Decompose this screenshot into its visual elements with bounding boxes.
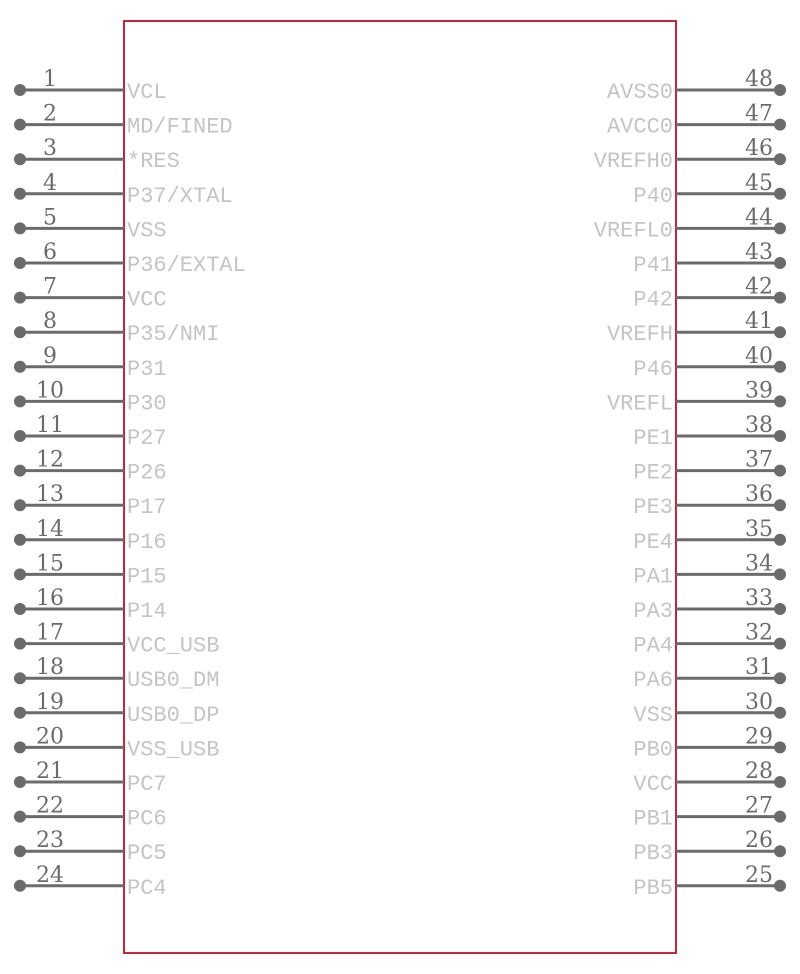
pin-name: PC6 — [127, 806, 167, 832]
pin-name: P26 — [127, 460, 167, 486]
left-pin-8 — [14, 309, 219, 347]
pin-name: P46 — [633, 356, 673, 382]
pin-end-dot — [774, 638, 786, 650]
left-pin-11 — [14, 413, 167, 451]
pin-end-dot — [14, 292, 26, 304]
pin-end-dot — [14, 741, 26, 753]
pin-number: 19 — [36, 689, 64, 715]
right-pin-27 — [633, 794, 786, 832]
pin-end-dot — [14, 568, 26, 580]
pin-end-dot — [774, 534, 786, 546]
pin-name: P16 — [127, 529, 167, 555]
right-pin-33 — [633, 586, 786, 624]
pin-number: 20 — [36, 724, 64, 750]
right-pin-group — [594, 67, 786, 901]
pin-name: PC5 — [127, 841, 167, 867]
pin-name: P41 — [633, 253, 673, 278]
pin-end-dot — [774, 188, 786, 200]
pin-end-dot — [14, 465, 26, 477]
pin-number: 38 — [745, 413, 773, 438]
pin-end-dot — [774, 326, 786, 338]
pin-name: VCC — [127, 287, 167, 313]
pin-end-dot — [774, 741, 786, 753]
pin-name: VSS — [633, 702, 673, 728]
pin-end-dot — [774, 880, 786, 892]
right-pin-36 — [633, 482, 786, 520]
pin-name: P40 — [633, 183, 673, 209]
pin-name: PE3 — [633, 495, 673, 521]
pin-end-dot — [14, 534, 26, 546]
pin-name: VREFH0 — [593, 149, 673, 175]
right-pin-34 — [633, 551, 786, 589]
pin-number: 2 — [43, 101, 57, 127]
pin-number: 11 — [36, 413, 64, 438]
right-pin-25 — [633, 863, 786, 901]
pin-name: PA6 — [633, 668, 673, 694]
pin-number: 16 — [36, 586, 64, 611]
pin-end-dot — [14, 603, 26, 615]
pin-number: 29 — [745, 724, 773, 750]
pin-number: 5 — [43, 205, 57, 231]
pin-end-dot — [14, 188, 26, 200]
pin-name: VSS_USB — [127, 737, 220, 763]
right-pin-48 — [607, 67, 786, 105]
left-pin-5 — [14, 205, 167, 243]
right-pin-37 — [633, 448, 786, 486]
pin-end-dot — [14, 880, 26, 892]
pin-number: 28 — [745, 759, 773, 784]
pin-name: VSS — [127, 218, 167, 244]
pin-end-dot — [14, 395, 26, 407]
right-pin-31 — [633, 655, 786, 693]
pin-number: 32 — [745, 620, 773, 646]
pin-number: 21 — [36, 759, 64, 784]
pin-number: 12 — [36, 447, 64, 473]
left-pin-20 — [14, 724, 219, 762]
left-pin-15 — [14, 551, 167, 589]
pin-number: 18 — [36, 655, 64, 681]
pin-name: P30 — [127, 391, 167, 417]
pin-name: USB0_DP — [127, 702, 220, 728]
pin-number: 47 — [745, 101, 773, 127]
pin-name: AVCC0 — [606, 114, 673, 140]
pin-number: 45 — [745, 170, 773, 196]
right-pin-32 — [633, 621, 786, 659]
pin-name: P27 — [127, 426, 167, 451]
pin-name: VREFL0 — [593, 218, 673, 244]
pin-end-dot — [774, 603, 786, 615]
pin-number: 24 — [36, 862, 64, 888]
right-pin-47 — [607, 102, 786, 140]
pin-end-dot — [14, 499, 26, 511]
pin-name: PB1 — [633, 806, 673, 832]
left-pin-6 — [14, 240, 246, 278]
pin-end-dot — [14, 361, 26, 373]
right-pin-40 — [633, 344, 786, 382]
pin-name: P31 — [127, 356, 167, 382]
pin-number: 23 — [36, 828, 64, 854]
pin-name: PA1 — [633, 564, 673, 590]
left-pin-12 — [14, 448, 167, 486]
pin-end-dot — [774, 153, 786, 165]
right-pin-38 — [633, 413, 786, 451]
pin-number: 36 — [745, 482, 773, 508]
pin-name: PA3 — [633, 599, 673, 624]
pin-end-dot — [14, 707, 26, 719]
right-pin-26 — [633, 828, 786, 866]
pin-number: 15 — [36, 551, 64, 577]
pin-end-dot — [774, 776, 786, 788]
pin-name: USB0_DM — [127, 668, 220, 694]
pin-name: P17 — [127, 495, 167, 521]
pin-number: 17 — [36, 620, 64, 646]
left-pin-16 — [14, 586, 167, 624]
pin-name: PC7 — [127, 772, 167, 797]
pin-name: VCC_USB — [127, 633, 220, 659]
pin-number: 43 — [745, 240, 773, 265]
pin-number: 13 — [36, 482, 64, 508]
pin-end-dot — [14, 153, 26, 165]
pin-end-dot — [774, 395, 786, 407]
pin-number: 9 — [43, 343, 57, 369]
pin-name: P15 — [127, 564, 167, 590]
pin-end-dot — [774, 119, 786, 131]
pin-number: 25 — [745, 862, 773, 888]
right-pin-44 — [594, 205, 786, 243]
pin-name: PE2 — [633, 460, 673, 486]
pin-end-dot — [774, 257, 786, 269]
pin-number: 33 — [745, 586, 773, 611]
pin-number: 26 — [745, 828, 773, 854]
pin-number: 42 — [745, 274, 773, 300]
pin-end-dot — [774, 499, 786, 511]
pin-end-dot — [14, 119, 26, 131]
left-pin-19 — [14, 690, 219, 728]
right-pin-43 — [633, 240, 786, 278]
left-pin-21 — [14, 759, 167, 797]
pin-name: VCC — [633, 772, 673, 797]
pin-end-dot — [14, 84, 26, 96]
pin-end-dot — [774, 465, 786, 477]
pin-end-dot — [774, 430, 786, 442]
pin-name: VCL — [127, 80, 167, 105]
pin-end-dot — [774, 707, 786, 719]
right-pin-28 — [633, 759, 786, 797]
left-pin-10 — [14, 378, 167, 416]
pin-number: 40 — [745, 343, 773, 369]
left-pin-9 — [14, 344, 167, 382]
left-pin-18 — [14, 655, 219, 693]
pin-name: P36/EXTAL — [127, 253, 246, 278]
pin-number: 41 — [745, 309, 773, 335]
pin-end-dot — [14, 776, 26, 788]
pin-end-dot — [14, 222, 26, 234]
right-pin-30 — [633, 690, 786, 728]
pin-name: PA4 — [633, 633, 673, 659]
pin-number: 1 — [43, 67, 57, 92]
right-pin-35 — [633, 517, 786, 555]
left-pin-1 — [14, 67, 167, 105]
pin-number: 10 — [36, 378, 64, 404]
pin-name: PB0 — [633, 737, 673, 763]
right-pin-39 — [607, 378, 786, 416]
pin-end-dot — [774, 361, 786, 373]
left-pin-23 — [14, 828, 167, 866]
pin-number: 35 — [745, 516, 773, 542]
pin-end-dot — [14, 672, 26, 684]
right-pin-41 — [607, 309, 786, 347]
pin-end-dot — [774, 568, 786, 580]
pin-number: 39 — [745, 378, 773, 404]
pin-number: 3 — [43, 136, 57, 162]
pin-name: MD/FINED — [127, 114, 233, 140]
pin-end-dot — [774, 292, 786, 304]
pin-number: 4 — [43, 170, 57, 196]
pin-name: PE4 — [633, 529, 673, 555]
pin-end-dot — [14, 845, 26, 857]
pin-name: P42 — [633, 287, 673, 313]
pin-name: PB3 — [633, 841, 673, 867]
left-pin-24 — [14, 863, 167, 901]
pin-number: 44 — [745, 205, 773, 231]
pin-end-dot — [14, 257, 26, 269]
pin-number: 14 — [36, 516, 64, 542]
left-pin-13 — [14, 482, 167, 520]
pin-number: 22 — [36, 793, 64, 819]
right-pin-46 — [594, 136, 786, 174]
pin-end-dot — [14, 638, 26, 650]
right-pin-29 — [633, 724, 786, 762]
pin-name: VREFH — [606, 322, 673, 348]
pin-name: *RES — [127, 149, 180, 175]
pin-end-dot — [774, 222, 786, 234]
right-pin-45 — [633, 171, 786, 209]
left-pin-14 — [14, 517, 167, 555]
pin-name: PC4 — [127, 875, 167, 901]
pin-number: 27 — [745, 793, 773, 819]
pin-name: P35/NMI — [127, 322, 220, 348]
pin-name: PB5 — [633, 875, 673, 901]
pin-name: AVSS0 — [606, 80, 673, 105]
pin-number: 7 — [43, 274, 57, 300]
left-pin-3 — [14, 136, 180, 174]
pin-end-dot — [774, 845, 786, 857]
pin-number: 30 — [745, 689, 773, 715]
pin-number: 46 — [745, 136, 773, 162]
left-pin-22 — [14, 794, 167, 832]
pin-number: 48 — [745, 67, 773, 92]
pin-end-dot — [774, 84, 786, 96]
pin-name: PE1 — [633, 426, 673, 451]
right-pin-42 — [633, 275, 786, 313]
left-pin-17 — [14, 621, 219, 659]
pin-number: 37 — [745, 447, 773, 473]
pin-number: 8 — [43, 309, 57, 335]
left-pin-7 — [14, 275, 167, 313]
pin-end-dot — [14, 326, 26, 338]
pin-name: P14 — [127, 599, 167, 624]
pin-end-dot — [774, 811, 786, 823]
pin-end-dot — [774, 672, 786, 684]
pin-name: P37/XTAL — [127, 183, 233, 209]
left-pin-group — [14, 67, 246, 901]
pin-number: 6 — [43, 240, 57, 265]
pin-number: 34 — [745, 551, 773, 577]
pin-number: 31 — [745, 655, 773, 681]
pin-end-dot — [14, 811, 26, 823]
pin-name: VREFL — [606, 391, 673, 417]
pin-end-dot — [14, 430, 26, 442]
